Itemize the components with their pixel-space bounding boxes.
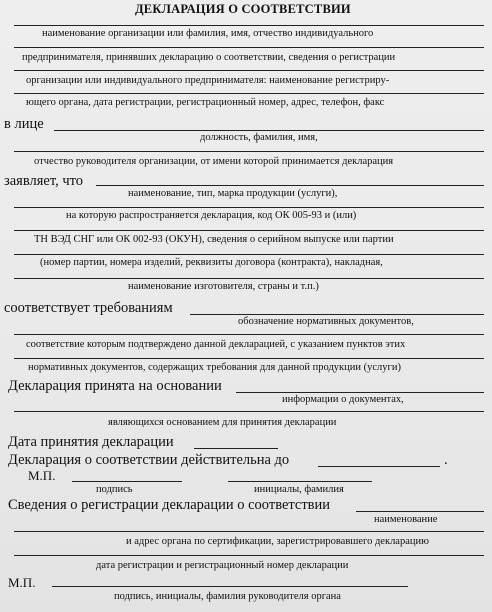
label-data-prinyatiya: Дата принятия декларации	[8, 434, 174, 450]
fill-line	[236, 392, 484, 393]
fill-line	[14, 25, 484, 26]
fill-line	[96, 185, 484, 186]
fill-line	[14, 358, 484, 359]
caption-text: соответствие которым подтверждено данной декларацией, с указанием пунктов этих	[26, 339, 406, 350]
caption-text: предпринимателя, принявших декларацию о соответствии, сведения о регистрации	[22, 52, 396, 63]
caption-text: ТН ВЭД СНГ или ОК 002-93 (ОКУН), сведения о серийном выпуске или партии	[34, 234, 394, 245]
label-mp: М.П.	[28, 468, 56, 483]
fill-line	[190, 314, 484, 315]
caption-doc-info: информации о документах,	[282, 394, 404, 405]
date-fill-line	[194, 448, 278, 449]
caption-text: организации или индивидуального предпринимателя: наименование регистриру-	[26, 75, 390, 86]
label-zayavlyaet: заявляет, что	[4, 173, 84, 189]
caption-text: и адрес органа по сертификации, зарегистрировавшего декларацию	[126, 536, 429, 547]
caption-position: должность, фамилия, имя,	[200, 132, 318, 143]
caption-signature: подпись	[96, 484, 133, 495]
fill-line	[54, 130, 484, 131]
name-line	[228, 481, 372, 482]
fill-line	[14, 47, 484, 48]
caption-text: наименование изготовителя, страны и т.п.)	[128, 281, 319, 292]
fill-line	[14, 230, 484, 231]
signature-line	[72, 481, 182, 482]
label-deklaraciya-prinyata: Декларация принята на основании	[8, 378, 222, 394]
fill-line	[356, 511, 484, 512]
caption-text: (номер партии, номера изделий, реквизиты договора (контракта), накладная,	[40, 257, 383, 268]
label-mp: М.П.	[8, 575, 36, 590]
fill-line	[14, 70, 484, 71]
fill-line	[14, 207, 484, 208]
caption-text: дата регистрации и регистрационный номер декларации	[96, 560, 349, 571]
date-fill-line	[318, 466, 440, 467]
caption-text: отчество руководителя организации, от имени которой принимается декларация	[34, 156, 394, 167]
caption-org-name: наименование организации или фамилия, имя, отчество индивидуального	[42, 28, 374, 39]
label-v-litse: в лице	[4, 116, 44, 132]
fill-line	[14, 334, 484, 335]
comma: .	[444, 452, 448, 468]
fill-line	[14, 93, 484, 94]
fill-line	[14, 254, 484, 255]
page-title: ДЕКЛАРАЦИЯ О СООТВЕТСТВИИ	[135, 2, 351, 16]
fill-line	[14, 555, 484, 556]
label-svedeniya: Сведения о регистрации декларации о соответствии	[8, 497, 331, 513]
caption-text: на которую распространяется декларация, код ОК 005-93 и (или)	[66, 210, 357, 221]
fill-line	[14, 531, 484, 532]
fill-line	[14, 411, 484, 412]
caption-text: ющего органа, дата регистрации, регистрационный номер, адрес, телефон, факс	[26, 97, 385, 108]
caption-initials: инициалы, фамилия	[254, 484, 344, 495]
caption-name: наименование	[374, 514, 438, 525]
label-sootvetstvuet: соответствует требованиям	[4, 300, 173, 316]
caption-norm-docs: обозначение нормативных документов,	[238, 316, 414, 327]
fill-line	[14, 151, 484, 152]
caption-product: наименование, тип, марка продукции (услуги),	[128, 188, 338, 199]
caption-text: являющихся основанием для принятия декларации	[108, 417, 337, 428]
caption-text: нормативных документов, содержащих требования для данной продукции (услуги)	[28, 362, 401, 373]
caption-head-signature: подпись, инициалы, фамилия руководителя органа	[114, 591, 341, 602]
fill-line	[14, 278, 484, 279]
fill-line	[52, 586, 408, 587]
label-deystvitelna: Декларация о соответствии действительна до	[8, 452, 290, 468]
